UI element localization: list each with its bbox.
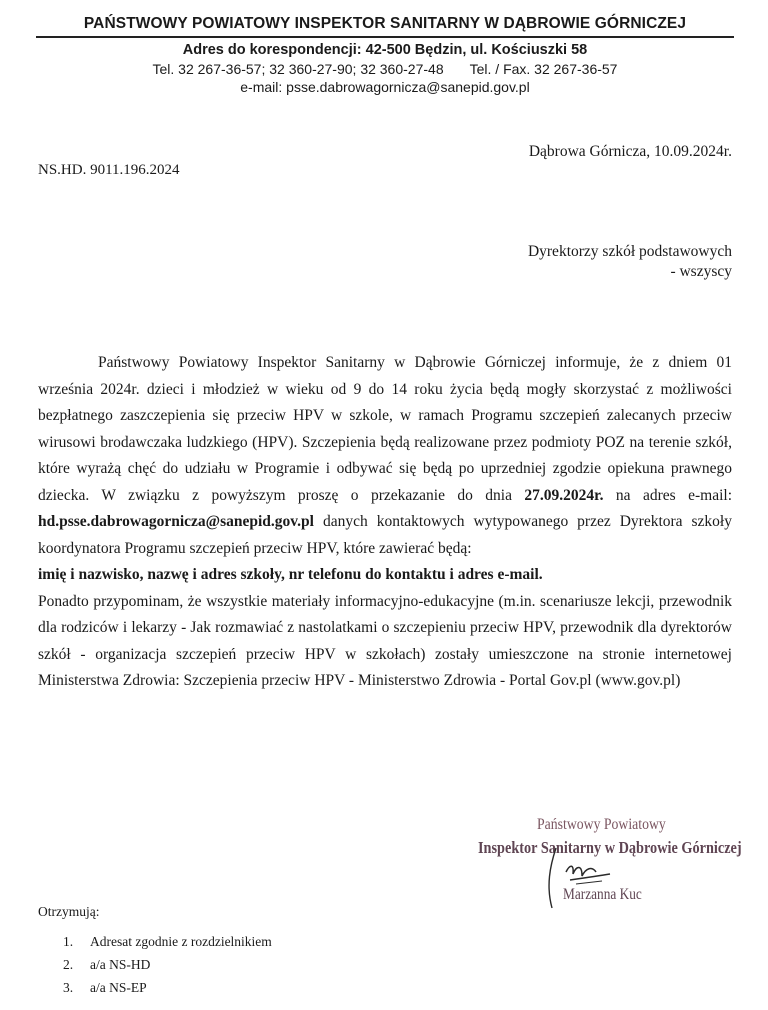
list-text: Adresat zgodnie z rozdzielnikiem xyxy=(90,934,272,949)
handwritten-signature xyxy=(536,836,626,916)
recipients-label: Otrzymują: xyxy=(38,904,100,919)
required-data-line: imię i nazwisko, nazwę i adres szkoły, nr telefonu do kontaktu i adres e-mail. xyxy=(38,566,543,583)
list-number: 1. xyxy=(63,934,74,949)
stamp-line: Inspektor Sanitarny w Dąbrowie Górniczej xyxy=(478,838,742,857)
list-item xyxy=(38,953,272,976)
institution-title: PAŃSTWOWY POWIATOWY INSPEKTOR SANITARNY W DĄBROWIE GÓRNICZEJ xyxy=(83,15,687,32)
header-email: e-mail: psse.dabrowagornicza@sanepid.gov.pl xyxy=(240,79,530,95)
addressee-line: Dyrektorzy szkół podstawowych xyxy=(527,243,732,260)
list-item xyxy=(38,930,272,953)
fax-number: Tel. / Fax. 32 267-36-57 xyxy=(469,61,618,77)
list-text: a/a NS-EP xyxy=(90,980,147,995)
recipients-list xyxy=(38,930,272,999)
official-stamp xyxy=(476,816,742,916)
header-divider xyxy=(36,36,734,38)
recipients xyxy=(38,904,272,999)
list-item xyxy=(38,976,272,999)
contact-email: hd.psse.dabrowagornicza@sanepid.gov.pl xyxy=(38,513,314,530)
list-text: a/a NS-HD xyxy=(90,957,151,972)
letter-date: Dąbrowa Górnicza, 10.09.2024r. xyxy=(528,143,732,160)
body-text: danych kontaktowych wytypowanego przez Dyrektora szkoły koordynatora Programu szczepień przeciw HPV, które zawierać będą: xyxy=(38,513,732,557)
phone-line xyxy=(36,60,734,78)
addressee xyxy=(528,242,732,282)
body-text: na adres e-mail: xyxy=(603,486,733,504)
letterhead xyxy=(36,14,734,96)
list-number: 2. xyxy=(63,957,74,972)
body-text: Państwowy Powiatowy Inspektor Sanitarny w Dąbrowie Górniczej informuje, że z dniem 01 września 2024r. dzieci i młodzież w wieku od 9 do 14 roku życia będą mogły skorzystać z możliwości bezpłatnego zaszczepienia się przeciw HPV w szkole, w ramach Programu szczepień zalecanych przeciw wirusowi brodawczaka ludzkiego (HPV). Szczepienia będą realizowane przez podmioty POZ na terenie szkół, które wyrażą chęć do udziału w Programie i odbywać się będą po uprzedniej zgodzie opiekuna prawnego dziecka. W związku z powyższym proszę o przekazanie do dnia xyxy=(38,354,732,504)
body-paragraph xyxy=(38,350,732,562)
stamp-signatory-name: Marzanna Kuc xyxy=(563,886,642,903)
stamp-line: Państwowy Powiatowy xyxy=(537,816,666,833)
list-number: 3. xyxy=(63,980,74,995)
deadline-date: 27.09.2024r. xyxy=(524,486,604,504)
case-reference: NS.HD. 9011.196.2024 xyxy=(38,162,180,178)
body-paragraph: Ponadto przypominam, że wszystkie materiały informacyjno-edukacyjne (m.in. scenariusze lekcji, przewodnik dla rodziców i lekarzy - Jak rozmawiać z nastolatkami o szczepieniu przeciw HPV, przewodnik dla dyrektorów szkół - organizacja szczepień przeciw HPV w szkołach) zostały umieszczone na stronie internetowej Ministerstwa Zdrowia: Szczepienia przeciw HPV - Ministerstwo Zdrowia - Portal Gov.pl (www.gov.pl) xyxy=(38,592,732,689)
phone-numbers: Tel. 32 267-36-57; 32 360-27-90; 32 360-27-48 xyxy=(152,61,444,77)
correspondence-address: Adres do korespondencji: 42-500 Będzin, ul. Kościuszki 58 xyxy=(182,42,588,58)
letter-body xyxy=(38,350,732,695)
addressee-line: - wszyscy xyxy=(670,263,732,280)
